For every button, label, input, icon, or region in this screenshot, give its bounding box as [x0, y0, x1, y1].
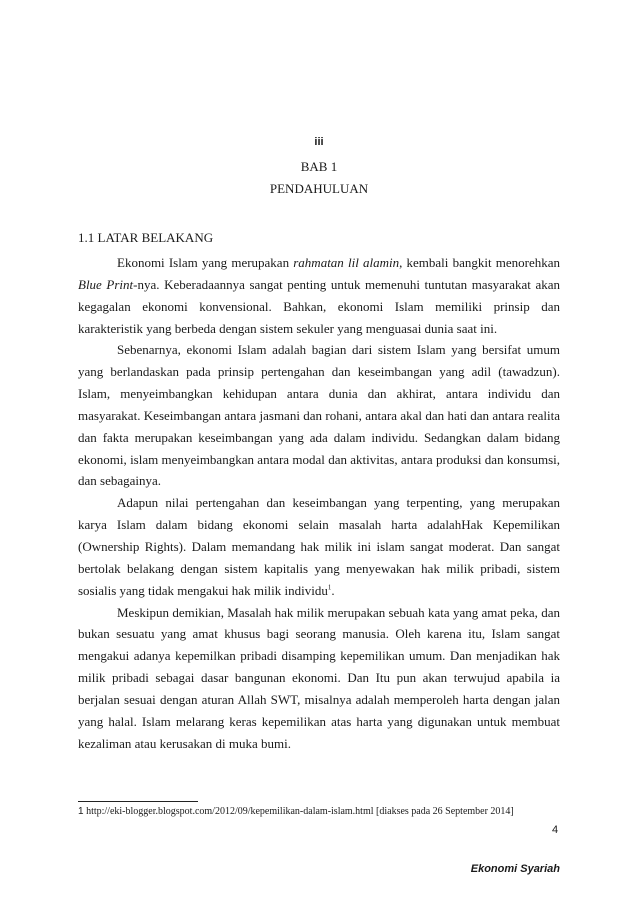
footnote-text: http://eki-blogger.blogspot.com/2012/09/kepemilikan-dalam-islam.html [diakses pada 26 September 2014]: [83, 806, 514, 817]
footnote-mark: 1: [78, 806, 84, 817]
emphasis-blue-print: Blue Print: [78, 276, 134, 292]
paragraph-3-end: .: [331, 582, 335, 598]
paragraph-1-text: Ekonomi Islam yang merupakan: [117, 255, 294, 270]
paragraph-3: [78, 492, 560, 601]
section-heading: 1.1 LATAR BELAKANG: [78, 230, 214, 245]
roman-page-number: iii: [314, 136, 324, 148]
footer-title: Ekonomi Syariah: [470, 863, 560, 875]
footnote-divider: [78, 801, 198, 802]
paragraph-1-text-mid: , kembali bangkit menorehkan: [399, 255, 560, 270]
footnote: [78, 806, 578, 817]
page-number: 4: [552, 824, 559, 836]
paragraph-2: Sebenarnya, ekonomi Islam adalah bagian dari sistem Islam yang bersifat umum yang berlandaskan pada prinsip pertengahan dan keseimbangan yang adil (tawadzun). Islam, menyeimbangkan kehidupan antara dunia dan akhirat, antara individu dan masyarakat. Keseimbangan antara jasmani dan rohani, antara akal dan hati dan antara realita dan fakta merupakan keseimbangan yang ada dalam individu. Sedangkan dalam bidang ekonomi, islam menyeimbangkan antara modal dan aktivitas, antara produksi dan konsumsi, dan sebagainya.: [78, 342, 560, 489]
paragraph-1: [78, 252, 560, 339]
footnote-reference[interactable]: 1: [327, 583, 332, 592]
chapter-number: BAB 1: [300, 159, 338, 174]
paragraph-1-text-end: -nya. Keberadaannya sangat penting untuk memenuhi tuntutan masyarakat akan kegagalan ekonomi konvensional. Bahkan, ekonomi Islam memiliki prinsip dan karakteristik yang berbeda dengan sistem sekuler yang menguasai dunia saat ini.: [78, 276, 561, 336]
emphasis-rahmatan: rahmatan lil alamin: [293, 255, 400, 270]
body-text: [78, 252, 560, 754]
chapter-title: PENDAHULUAN: [269, 181, 369, 196]
paragraph-3-text: Adapun nilai pertengahan dan keseimbangan yang terpenting, yang merupakan karya Islam dalam bidang ekonomi selain masalah harta adalahHak Kepemilikan (Ownership Rights). Dalam memandang hak milik ini islam sangat moderat. Dan sangat bertolak belakang dengan sistem kapitalis yang menyewakan hak milik pribadi, sistem sosialis yang tidak mengakui hak milik individu: [78, 495, 560, 598]
paragraph-4: Meskipun demikian, Masalah hak milik merupakan sebuah kata yang amat peka, dan bukan sesuatu yang amat khusus bagi seorang manusia. Oleh karena itu, Islam sangat mengakui adanya kepemilkan pribadi disamping kepemilikan umum. Dan menjadikan hak milik pribadi sebagai dasar bangunan ekonomi. Dan Itu pun akan terwujud apabila ia berjalan sesuai dengan aturan Allah SWT, misalnya adalah memperoleh harta dengan jalan yang halal. Islam melarang keras kepemilikan atas harta yang digunakan untuk membuat kezaliman atau kerusakan di muka bumi.: [78, 604, 560, 751]
